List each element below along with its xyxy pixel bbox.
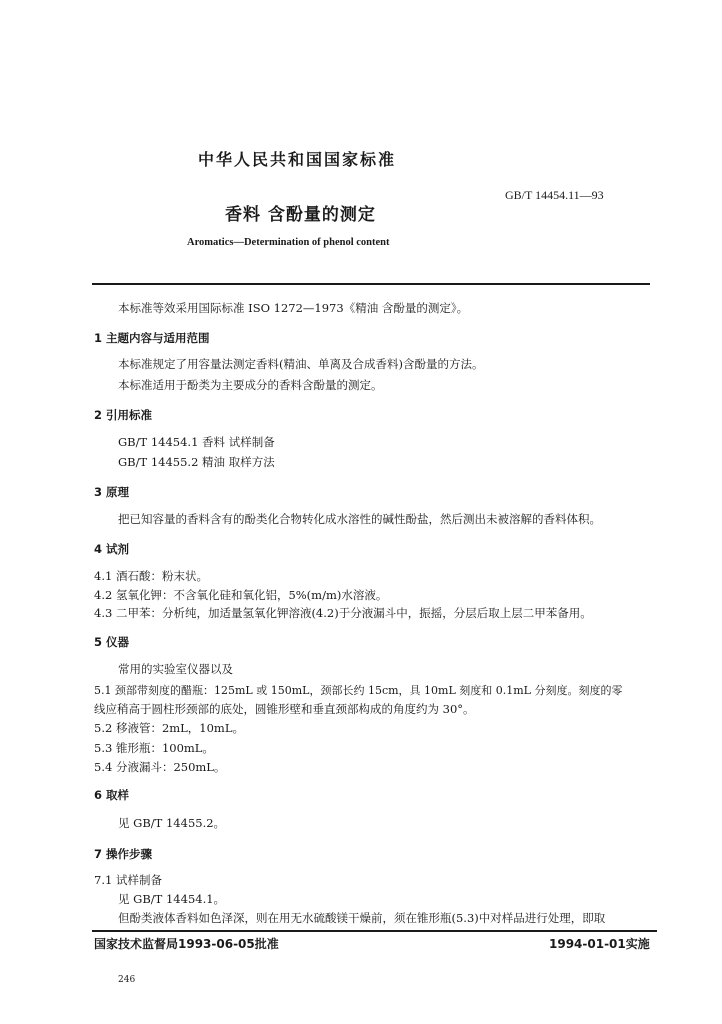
section-7-heading: 7 操作步骤 xyxy=(94,847,153,861)
reference-item: GB/T 14454.1 香料 试样制备 xyxy=(118,435,275,449)
apparatus-item-continued: 线应稍高于圆柱形颈部的底处，圆锥形壁和垂直颈部构成的角度约为 30°。 xyxy=(94,702,475,716)
page-number: 246 xyxy=(118,975,136,985)
document-title-cn: 香料 含酚量的测定 xyxy=(225,205,376,225)
implementation-date: 1994-01-01实施 xyxy=(549,937,650,951)
reagent-item: 4.1 酒石酸：粉末状。 xyxy=(94,569,208,583)
footer-rule xyxy=(92,930,657,932)
section-6-line: 见 GB/T 14455.2。 xyxy=(118,816,226,830)
apparatus-item: 5.4 分液漏斗：250mL。 xyxy=(94,760,226,774)
intro-paragraph: 本标准等效采用国际标准 ISO 1272—1973《精油 含酚量的测定》。 xyxy=(118,301,469,315)
approval-date: 国家技术监督局1993-06-05批准 xyxy=(94,937,279,951)
section-4-heading: 4 试剂 xyxy=(94,542,130,556)
reference-item: GB/T 14455.2 精油 取样方法 xyxy=(118,455,275,469)
reagent-item: 4.2 氢氧化钾：不含氧化硅和氧化铝，5%(m/m)水溶液。 xyxy=(94,588,388,602)
procedure-subheading: 7.1 试样制备 xyxy=(94,873,162,887)
apparatus-intro: 常用的实验室仪器以及 xyxy=(118,662,233,676)
section-5-heading: 5 仪器 xyxy=(94,635,130,649)
national-standard-heading: 中华人民共和国国家标准 xyxy=(198,150,397,169)
procedure-line: 见 GB/T 14454.1。 xyxy=(118,892,226,906)
section-3-line: 把已知容量的香料含有的酚类化合物转化成水溶性的碱性酚盐，然后测出未被溶解的香料体积。 xyxy=(118,512,601,526)
section-1-line: 本标准适用于酚类为主要成分的香料含酚量的测定。 xyxy=(118,378,383,392)
section-2-heading: 2 引用标准 xyxy=(94,408,153,422)
section-6-heading: 6 取样 xyxy=(94,788,130,802)
apparatus-item: 5.3 锥形瓶：100mL。 xyxy=(94,741,214,755)
header-rule xyxy=(92,283,650,285)
section-1-line: 本标准规定了用容量法测定香料(精油、单离及合成香料)含酚量的方法。 xyxy=(118,357,484,371)
apparatus-item: 5.2 移液管：2mL，10mL。 xyxy=(94,721,244,735)
section-3-heading: 3 原理 xyxy=(94,485,130,499)
section-1-heading: 1 主题内容与适用范围 xyxy=(94,331,210,345)
reagent-item: 4.3 二甲苯：分析纯，加适量氢氧化钾溶液(4.2)于分液漏斗中，振摇，分层后取上层二甲苯备用。 xyxy=(94,606,592,620)
standard-number: GB/T 14454.11—93 xyxy=(505,188,604,202)
document-title-en: Aromatics—Determination of phenol content xyxy=(187,237,390,248)
procedure-line: 但酚类液体香料如色泽深，则在用无水硫酸镁干燥前，须在锥形瓶(5.3)中对样品进行处理，即取 xyxy=(118,911,606,925)
apparatus-item: 5.1 颈部带刻度的醋瓶：125mL 或 150mL，颈部长约 15cm，具 10mL 刻度和 0.1mL 分刻度。刻度的零 xyxy=(94,684,623,697)
